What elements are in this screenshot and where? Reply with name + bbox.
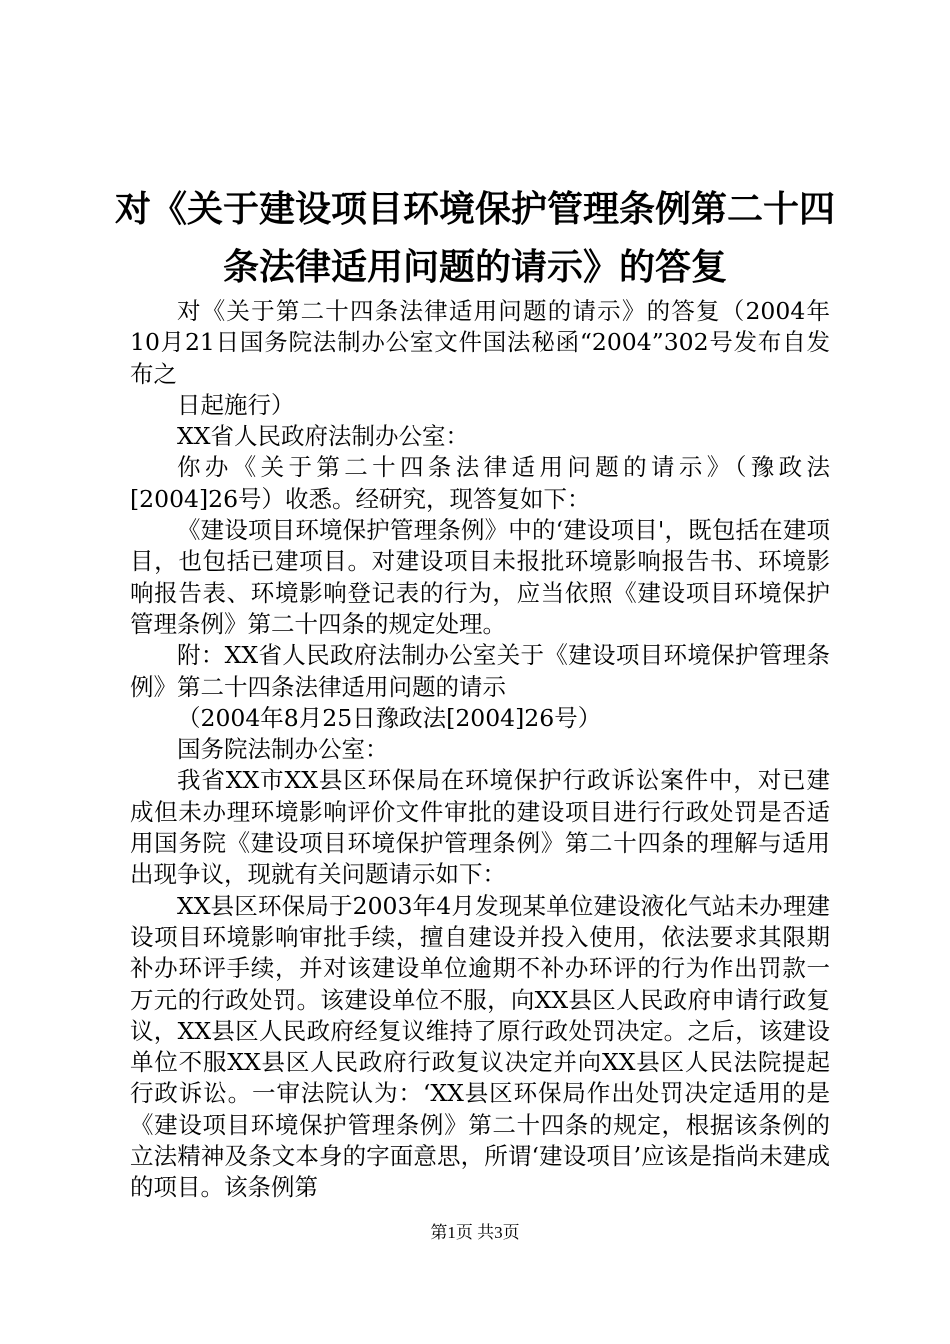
paragraph-effective-date: 日起施行）: [177, 390, 295, 419]
paragraph-attachment: 附：XX省人民政府法制办公室关于《建设项目环境保护管理条例》第二十四条法律适用问题的请示: [130, 641, 830, 701]
paragraph-acknowledgement: 你办《关于第二十四条法律适用问题的请示》（豫政法[2004]26号）收悉。经研究，现答复如下：: [130, 453, 830, 513]
paragraph-attachment-date: （2004年8月25日豫政法[2004]26号）: [177, 703, 602, 732]
paragraph-request: 我省XX市XX县区环保局在环境保护行政诉讼案件中，对已建成但未办理环境影响评价文件审批的建设项目进行行政处罚是否适用国务院《建设项目环境保护管理条例》第二十四条的理解与适用出现争议，现就有关问题请示如下：: [130, 766, 830, 889]
paragraph-header: 对《关于第二十四条法律适用问题的请示》的答复（2004年10月21日国务院法制办公室文件国法秘函“2004”302号发布自发布之: [130, 297, 830, 388]
document-body: [130, 296, 830, 1204]
paragraph-addressee: XX省人民政府法制办公室：: [177, 422, 469, 451]
paragraph-reply: 《建设项目环境保护管理条例》中的‘建设项目'，既包括在建项目，也包括已建项目。对建设项目未报批环境影响报告书、环境影响报告表、环境影响登记表的行为，应当依照《建设项目环境保护管理条例》第二十四条的规定处理。: [130, 516, 830, 638]
page-footer: 第1页 共3页: [430, 1223, 520, 1242]
paragraph-case: XX县区环保局于2003年4月发现某单位建设液化气站未办理建设项目环境影响审批手续，擅自建设并投入使用，依法要求其限期补办环评手续，并对该建设单位逾期不补办环评的行为作出罚款一万元的行政处罚。该建设单位不服，向XX县区人民政府申请行政复议，XX县区人民政府经复议维持了原行政处罚决定。之后，该建设单位不服XX县区人民政府行政复议决定并向XX县区人民法院提起行政诉讼。一审法院认为：‘XX县区环保局作出处罚决定适用的是《建设项目环境保护管理条例》第二十四条的规定，根据该条例的立法精神及条文本身的字面意思，所谓‘建设项目’应该是指尚未建成的项目。该条例第: [130, 891, 830, 1202]
document-title: 对《关于建设项目环境保护管理条例第二十四条法律适用问题的请示》的答复: [114, 188, 835, 288]
paragraph-addressee-2: 国务院法制办公室：: [177, 735, 389, 764]
